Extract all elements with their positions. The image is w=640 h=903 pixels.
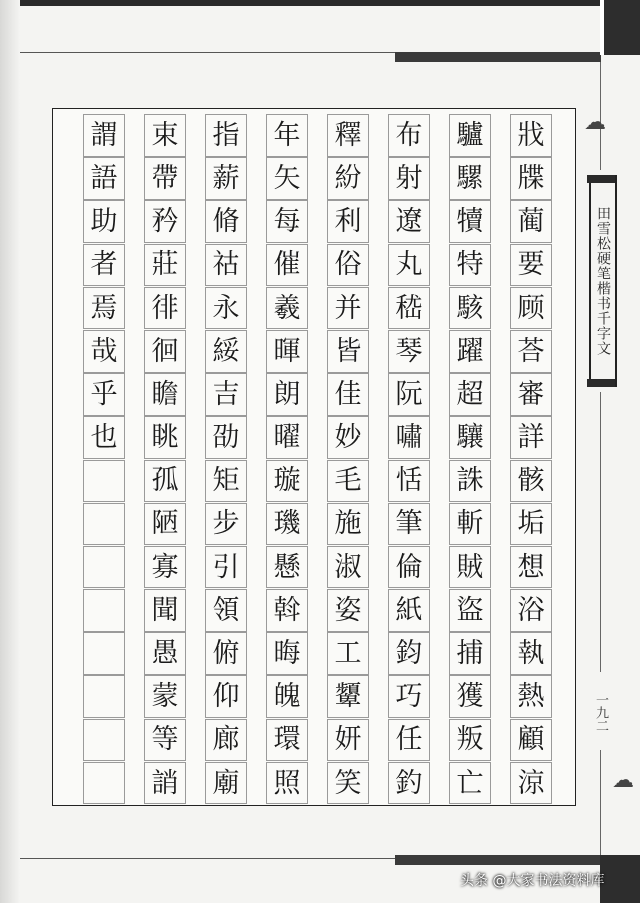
character-cell: 劭 bbox=[205, 416, 247, 459]
book-title-banner bbox=[589, 175, 617, 387]
character-cell: 戕 bbox=[510, 114, 552, 157]
character-cell: 璣 bbox=[266, 503, 308, 546]
character-cell bbox=[83, 503, 125, 546]
character-cell: 賊 bbox=[449, 546, 491, 589]
bottom-rule bbox=[20, 858, 400, 859]
character-cell: 哉 bbox=[83, 330, 125, 373]
character-cell: 束 bbox=[144, 114, 186, 157]
margin-line-middle bbox=[600, 392, 601, 672]
character-cell: 誅 bbox=[449, 460, 491, 503]
page-number: 一九二 bbox=[593, 692, 608, 732]
character-cell: 聞 bbox=[144, 589, 186, 632]
book-title: 田雪松硬笔楷书千字文 bbox=[595, 206, 611, 356]
character-cell: 朗 bbox=[266, 373, 308, 416]
bottom-corner-block bbox=[600, 855, 640, 903]
top-border-strip bbox=[0, 0, 600, 6]
character-cell: 莊 bbox=[144, 244, 186, 287]
character-cell: 環 bbox=[266, 719, 308, 762]
character-cell: 笑 bbox=[327, 762, 369, 805]
character-cell: 駭 bbox=[449, 287, 491, 330]
character-cell: 涼 bbox=[510, 762, 552, 805]
character-cell: 領 bbox=[205, 589, 247, 632]
text-column bbox=[388, 114, 430, 805]
character-cell: 倫 bbox=[388, 546, 430, 589]
character-cell: 遼 bbox=[388, 200, 430, 243]
character-cell: 照 bbox=[266, 762, 308, 805]
character-cell: 愚 bbox=[144, 632, 186, 675]
character-cell: 俗 bbox=[327, 244, 369, 287]
character-cell: 綏 bbox=[205, 330, 247, 373]
character-cell: 等 bbox=[144, 719, 186, 762]
character-cell: 祜 bbox=[205, 244, 247, 287]
character-cell: 年 bbox=[266, 114, 308, 157]
top-rule bbox=[20, 52, 400, 53]
title-cap-bottom bbox=[587, 379, 615, 387]
character-cell: 佳 bbox=[327, 373, 369, 416]
title-cap-top bbox=[587, 175, 615, 183]
character-cell bbox=[83, 632, 125, 675]
character-cell: 筆 bbox=[388, 503, 430, 546]
character-cell: 瞻 bbox=[144, 373, 186, 416]
character-cell: 永 bbox=[205, 287, 247, 330]
character-cell: 工 bbox=[327, 632, 369, 675]
character-cell: 騾 bbox=[449, 157, 491, 200]
character-cell bbox=[83, 460, 125, 503]
character-cell: 懸 bbox=[266, 546, 308, 589]
character-cell: 獲 bbox=[449, 675, 491, 718]
character-cell bbox=[83, 719, 125, 762]
character-cell: 者 bbox=[83, 244, 125, 287]
text-column bbox=[144, 114, 186, 805]
character-cell: 顧 bbox=[510, 719, 552, 762]
character-cell: 超 bbox=[449, 373, 491, 416]
character-cell: 脩 bbox=[205, 200, 247, 243]
character-cell bbox=[83, 762, 125, 805]
text-column bbox=[327, 114, 369, 805]
character-cell: 妙 bbox=[327, 416, 369, 459]
character-cell: 矜 bbox=[144, 200, 186, 243]
character-cell: 引 bbox=[205, 546, 247, 589]
character-cell: 牒 bbox=[510, 157, 552, 200]
character-cell: 蔺 bbox=[510, 200, 552, 243]
character-cell: 琴 bbox=[388, 330, 430, 373]
character-cell: 矢 bbox=[266, 157, 308, 200]
character-cell: 并 bbox=[327, 287, 369, 330]
character-cell: 釋 bbox=[327, 114, 369, 157]
character-cell: 帶 bbox=[144, 157, 186, 200]
character-cell: 徘 bbox=[144, 287, 186, 330]
character-cell: 射 bbox=[388, 157, 430, 200]
character-cell: 特 bbox=[449, 244, 491, 287]
character-cell: 叛 bbox=[449, 719, 491, 762]
character-cell: 盜 bbox=[449, 589, 491, 632]
character-cell: 執 bbox=[510, 632, 552, 675]
character-cell: 浴 bbox=[510, 589, 552, 632]
character-cell: 鈞 bbox=[388, 632, 430, 675]
character-cell: 陋 bbox=[144, 503, 186, 546]
character-cell: 仰 bbox=[205, 675, 247, 718]
character-cell: 助 bbox=[83, 200, 125, 243]
character-cell: 催 bbox=[266, 244, 308, 287]
character-cell: 徊 bbox=[144, 330, 186, 373]
character-cell: 皆 bbox=[327, 330, 369, 373]
top-corner-block bbox=[600, 0, 640, 55]
character-cell: 顰 bbox=[327, 675, 369, 718]
character-cell: 詳 bbox=[510, 416, 552, 459]
character-cell: 犢 bbox=[449, 200, 491, 243]
character-cell: 眺 bbox=[144, 416, 186, 459]
character-cell: 廟 bbox=[205, 762, 247, 805]
character-cell: 荅 bbox=[510, 330, 552, 373]
character-cell: 姿 bbox=[327, 589, 369, 632]
character-cell: 暉 bbox=[266, 330, 308, 373]
text-column bbox=[510, 114, 552, 805]
character-cell: 蒙 bbox=[144, 675, 186, 718]
character-cell: 誚 bbox=[144, 762, 186, 805]
top-bar bbox=[395, 52, 601, 62]
character-cell: 驢 bbox=[449, 114, 491, 157]
cloud-ornament-icon: ☁ bbox=[612, 768, 634, 793]
character-cell bbox=[83, 675, 125, 718]
character-cell: 熱 bbox=[510, 675, 552, 718]
cloud-ornament-icon: ☁ bbox=[584, 110, 606, 135]
character-cell: 魄 bbox=[266, 675, 308, 718]
character-cell: 斡 bbox=[266, 589, 308, 632]
character-cell: 謂 bbox=[83, 114, 125, 157]
character-cell: 丸 bbox=[388, 244, 430, 287]
character-cell: 羲 bbox=[266, 287, 308, 330]
character-cell: 釣 bbox=[388, 762, 430, 805]
character-cell: 要 bbox=[510, 244, 552, 287]
character-cell: 巧 bbox=[388, 675, 430, 718]
character-cell: 骸 bbox=[510, 460, 552, 503]
character-cell: 語 bbox=[83, 157, 125, 200]
character-cell: 每 bbox=[266, 200, 308, 243]
character-cell: 驤 bbox=[449, 416, 491, 459]
character-cell: 捕 bbox=[449, 632, 491, 675]
character-cell: 俯 bbox=[205, 632, 247, 675]
character-cell: 曜 bbox=[266, 416, 308, 459]
text-column bbox=[205, 114, 247, 805]
character-cell: 紛 bbox=[327, 157, 369, 200]
character-cell: 阮 bbox=[388, 373, 430, 416]
character-cell: 毛 bbox=[327, 460, 369, 503]
practice-grid-frame bbox=[52, 108, 576, 806]
character-cell: 妍 bbox=[327, 719, 369, 762]
character-cell: 廊 bbox=[205, 719, 247, 762]
character-cell: 嵇 bbox=[388, 287, 430, 330]
text-column bbox=[83, 114, 125, 805]
text-column bbox=[266, 114, 308, 805]
character-cell: 利 bbox=[327, 200, 369, 243]
character-cell: 步 bbox=[205, 503, 247, 546]
character-cell: 紙 bbox=[388, 589, 430, 632]
character-cell: 垢 bbox=[510, 503, 552, 546]
character-cell: 恬 bbox=[388, 460, 430, 503]
character-cell: 亡 bbox=[449, 762, 491, 805]
character-cell: 也 bbox=[83, 416, 125, 459]
character-cell: 想 bbox=[510, 546, 552, 589]
character-cell: 顾 bbox=[510, 287, 552, 330]
character-cell: 孤 bbox=[144, 460, 186, 503]
character-cell: 矩 bbox=[205, 460, 247, 503]
character-cell bbox=[83, 589, 125, 632]
watermark: 头条 @大家书法资料库 bbox=[460, 873, 605, 889]
character-cell: 審 bbox=[510, 373, 552, 416]
character-cell: 施 bbox=[327, 503, 369, 546]
character-cell: 斬 bbox=[449, 503, 491, 546]
character-cell: 躍 bbox=[449, 330, 491, 373]
character-cell: 薪 bbox=[205, 157, 247, 200]
character-cell bbox=[83, 546, 125, 589]
bottom-bar bbox=[395, 855, 601, 865]
character-cell: 任 bbox=[388, 719, 430, 762]
page-spine-shadow bbox=[0, 0, 20, 903]
top-corner-tick bbox=[600, 0, 604, 55]
character-cell: 淑 bbox=[327, 546, 369, 589]
character-cell: 布 bbox=[388, 114, 430, 157]
character-cell: 焉 bbox=[83, 287, 125, 330]
character-cell: 嘯 bbox=[388, 416, 430, 459]
text-column bbox=[449, 114, 491, 805]
character-cell: 指 bbox=[205, 114, 247, 157]
margin-line-bottom bbox=[600, 750, 601, 855]
character-cell: 吉 bbox=[205, 373, 247, 416]
character-cell: 寡 bbox=[144, 546, 186, 589]
character-cell: 璇 bbox=[266, 460, 308, 503]
character-cell: 晦 bbox=[266, 632, 308, 675]
character-cell: 乎 bbox=[83, 373, 125, 416]
